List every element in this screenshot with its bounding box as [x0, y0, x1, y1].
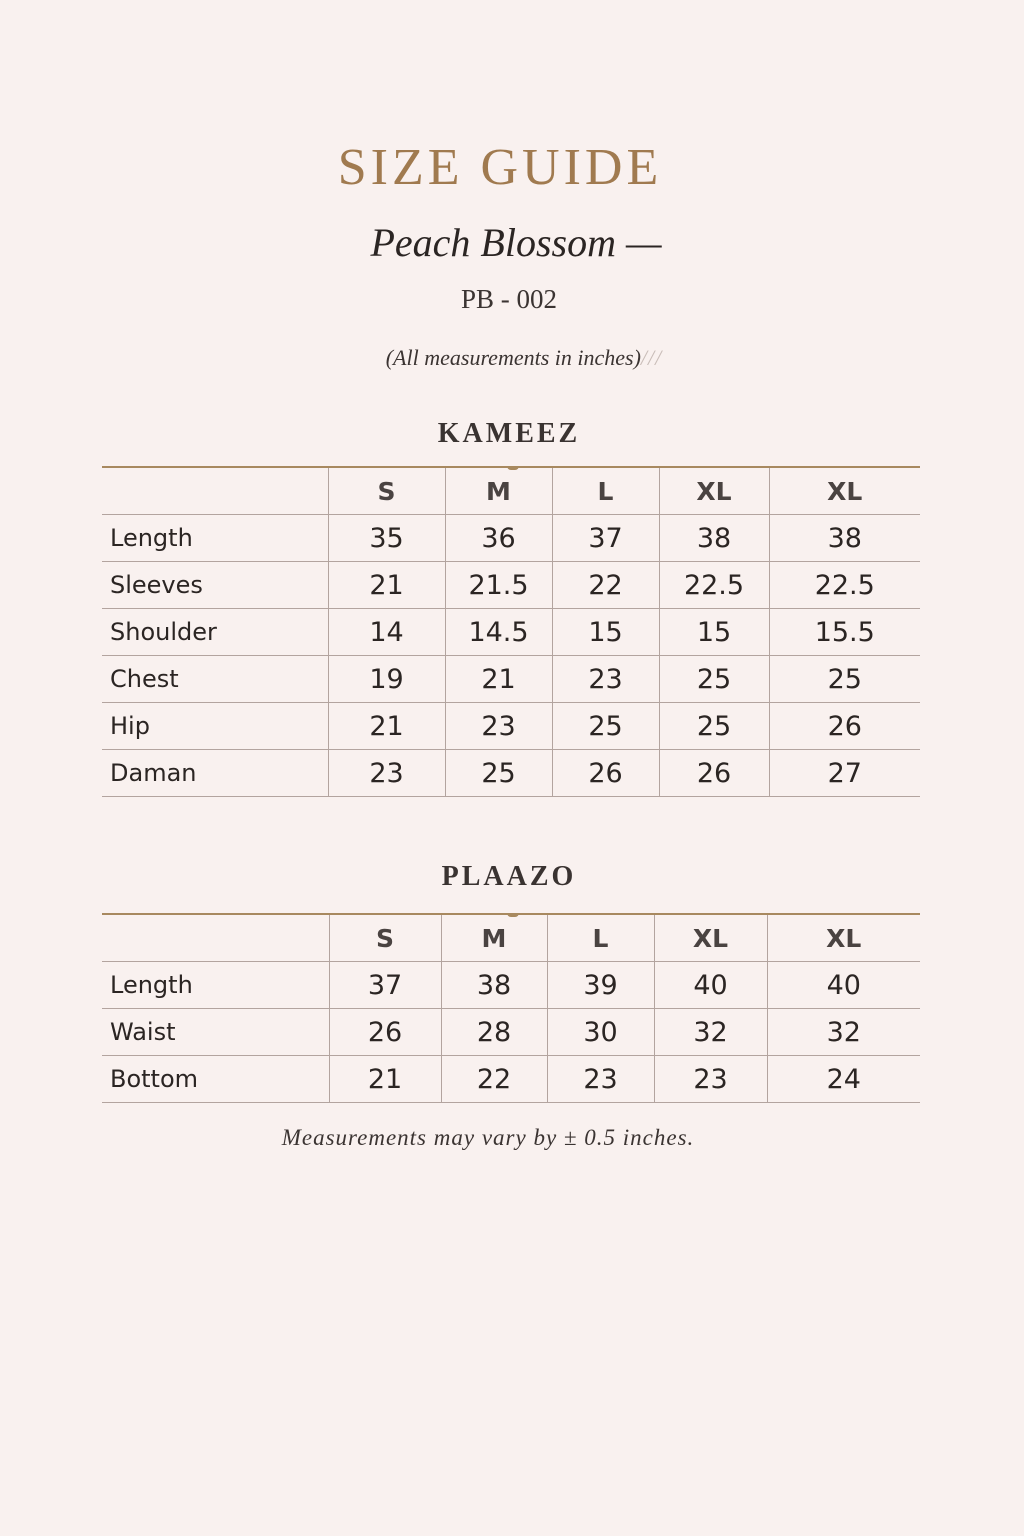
- table-cell: 22.5: [659, 562, 769, 609]
- plaazo-section-title: PLAAZO: [441, 861, 577, 892]
- table-cell: 25: [552, 703, 659, 750]
- header-size: XL: [659, 467, 769, 515]
- measurement-note: [0, 345, 1024, 371]
- table-cell: 32: [767, 1009, 920, 1056]
- table-cell: 26: [329, 1009, 441, 1056]
- header-blank: [102, 914, 329, 962]
- decor-slashes: ///: [640, 345, 663, 370]
- table-cell: 14: [328, 609, 445, 656]
- table-cell: 30: [547, 1009, 654, 1056]
- table-row: [102, 1009, 920, 1056]
- header-size: XL: [769, 467, 920, 515]
- table-row: [102, 609, 920, 656]
- row-label: Length: [102, 962, 329, 1009]
- header-size: M: [445, 467, 552, 515]
- table-cell: 23: [654, 1056, 767, 1103]
- table-row: [102, 703, 920, 750]
- table-cell: 37: [329, 962, 441, 1009]
- table-cell: 25: [445, 750, 552, 797]
- table-cell: 21.5: [445, 562, 552, 609]
- table-cell: 23: [547, 1056, 654, 1103]
- table-cell: 32: [654, 1009, 767, 1056]
- table-cell: 15: [552, 609, 659, 656]
- table-cell: 38: [769, 515, 920, 562]
- header-size: S: [329, 914, 441, 962]
- table-cell: 28: [441, 1009, 547, 1056]
- table-cell: 26: [769, 703, 920, 750]
- table-row: [102, 750, 920, 797]
- table-cell: 26: [552, 750, 659, 797]
- measurement-note-text: (All measurements in inches): [385, 345, 641, 370]
- table-cell: 23: [552, 656, 659, 703]
- table-header-row: [102, 467, 920, 515]
- table-cell: 37: [552, 515, 659, 562]
- header-size: S: [328, 467, 445, 515]
- table-cell: 15: [659, 609, 769, 656]
- table-cell: 14.5: [445, 609, 552, 656]
- table-cell: 38: [659, 515, 769, 562]
- table-cell: 39: [547, 962, 654, 1009]
- table-cell: 21: [328, 562, 445, 609]
- table-cell: 23: [445, 703, 552, 750]
- table-header-row: [102, 914, 920, 962]
- header-blank: [102, 467, 328, 515]
- table-cell: 40: [767, 962, 920, 1009]
- row-label: Daman: [102, 750, 328, 797]
- table-cell: 22: [441, 1056, 547, 1103]
- table-cell: 21: [445, 656, 552, 703]
- header-size: M: [441, 914, 547, 962]
- table-row: [102, 962, 920, 1009]
- product-name: Peach Blossom —: [370, 220, 662, 265]
- table-row: [102, 515, 920, 562]
- table-cell: 23: [328, 750, 445, 797]
- table-cell: 25: [659, 703, 769, 750]
- row-label: Waist: [102, 1009, 329, 1056]
- table-cell: 35: [328, 515, 445, 562]
- page-title: SIZE GUIDE: [337, 139, 663, 196]
- table-cell: 24: [767, 1056, 920, 1103]
- row-label: Hip: [102, 703, 328, 750]
- table-cell: 22.5: [769, 562, 920, 609]
- table-cell: 25: [769, 656, 920, 703]
- table-cell: 21: [329, 1056, 441, 1103]
- row-label: Bottom: [102, 1056, 329, 1103]
- footer-note: Measurements may vary by ± 0.5 inches.: [281, 1125, 695, 1150]
- header-size: XL: [654, 914, 767, 962]
- table-cell: 25: [659, 656, 769, 703]
- table-row: [102, 1056, 920, 1103]
- table-cell: 26: [659, 750, 769, 797]
- table-cell: 15.5: [769, 609, 920, 656]
- kameez-size-table: [102, 466, 920, 797]
- header-size: XL: [767, 914, 920, 962]
- row-label: Length: [102, 515, 328, 562]
- plaazo-size-table: [102, 913, 920, 1103]
- table-cell: 22: [552, 562, 659, 609]
- row-label: Shoulder: [102, 609, 328, 656]
- row-label: Sleeves: [102, 562, 328, 609]
- table-cell: 21: [328, 703, 445, 750]
- row-label: Chest: [102, 656, 328, 703]
- table-row: [102, 656, 920, 703]
- table-row: [102, 562, 920, 609]
- table-cell: 36: [445, 515, 552, 562]
- table-cell: 38: [441, 962, 547, 1009]
- product-code: PB - 002: [460, 284, 558, 314]
- header-size: L: [547, 914, 654, 962]
- table-cell: 40: [654, 962, 767, 1009]
- kameez-section-title: KAMEEZ: [437, 418, 581, 449]
- table-cell: 27: [769, 750, 920, 797]
- table-cell: 19: [328, 656, 445, 703]
- header-size: L: [552, 467, 659, 515]
